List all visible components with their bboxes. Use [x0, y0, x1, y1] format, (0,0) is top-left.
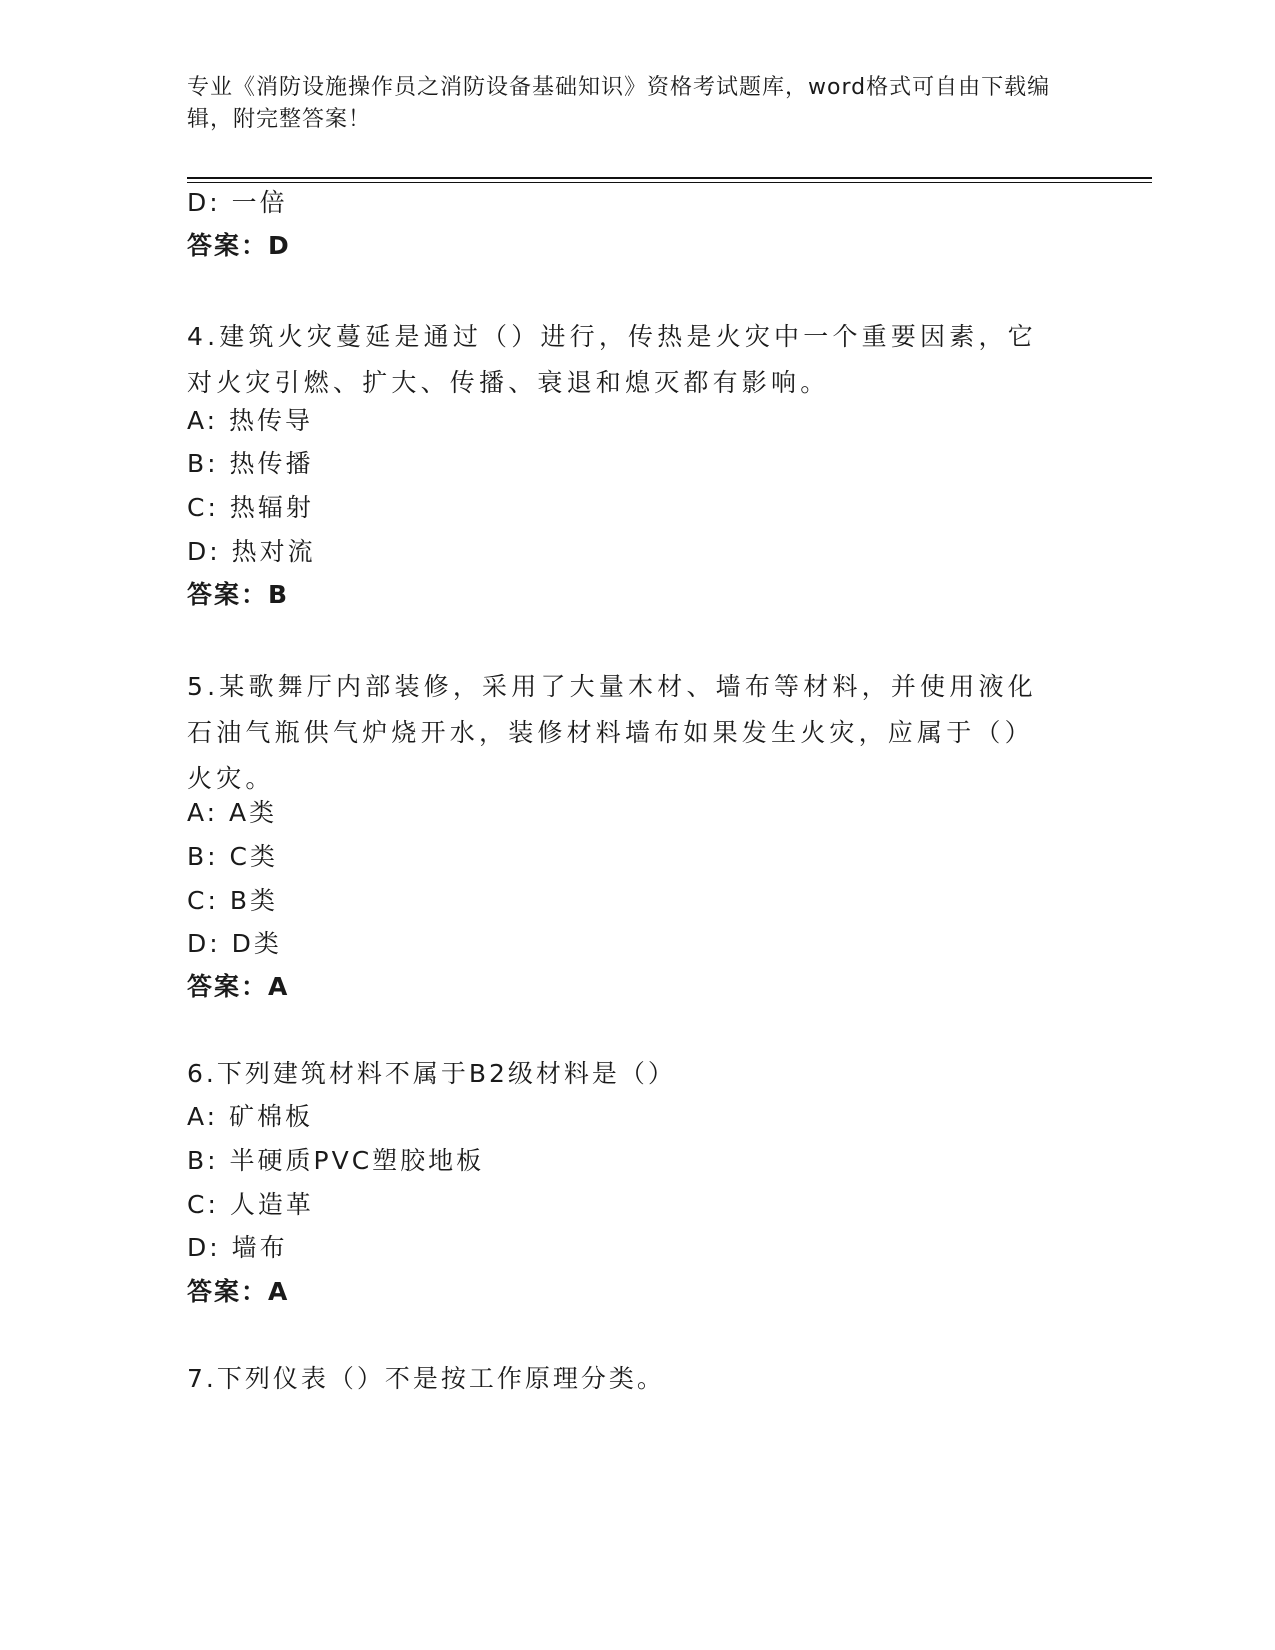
prev-question-option-d: D: 一倍 — [187, 188, 288, 217]
question-5-option-a: A: A类 — [187, 798, 278, 827]
question-5-option-b: B: C类 — [187, 842, 278, 871]
page-header: 专业《消防设施操作员之消防设备基础知识》资格考试题库，word格式可自由下载编辑，附完整答案！ — [187, 75, 1051, 132]
question-4-option-a: A: 热传导 — [187, 406, 314, 435]
question-5-stem: 5.某歌舞厅内部装修，采用了大量木材、墙布等材料，并使用液化石油气瓶供气炉烧开水，装修材料墙布如果发生火灾，应属于（）火灾。 — [187, 672, 1037, 793]
question-6-answer: 答案：A — [187, 1277, 290, 1306]
question-5-option-c: C: B类 — [187, 886, 278, 915]
question-6-option-c: C: 人造革 — [187, 1190, 314, 1219]
question-4-answer: 答案：B — [187, 580, 290, 609]
prev-question-answer: 答案：D — [187, 231, 291, 260]
header-divider-thick — [187, 177, 1152, 179]
question-6-option-b: B: 半硬质PVC塑胶地板 — [187, 1146, 485, 1175]
question-6-option-d: D: 墙布 — [187, 1233, 288, 1262]
question-4-option-c: C: 热辐射 — [187, 493, 314, 522]
header-divider-thin — [187, 182, 1152, 183]
question-4-option-d: D: 热对流 — [187, 537, 316, 566]
question-7-stem: 7.下列仪表（）不是按工作原理分类。 — [187, 1364, 665, 1393]
question-6-option-a: A: 矿棉板 — [187, 1102, 314, 1131]
question-4-stem: 4.建筑火灾蔓延是通过（）进行，传热是火灾中一个重要因素，它对火灾引燃、扩大、传播、衰退和熄灭都有影响。 — [187, 322, 1037, 397]
question-4-option-b: B: 热传播 — [187, 449, 314, 478]
question-5-answer: 答案：A — [187, 972, 290, 1001]
question-6-stem: 6.下列建筑材料不属于B2级材料是（） — [187, 1059, 676, 1088]
question-5-option-d: D: D类 — [187, 929, 282, 958]
